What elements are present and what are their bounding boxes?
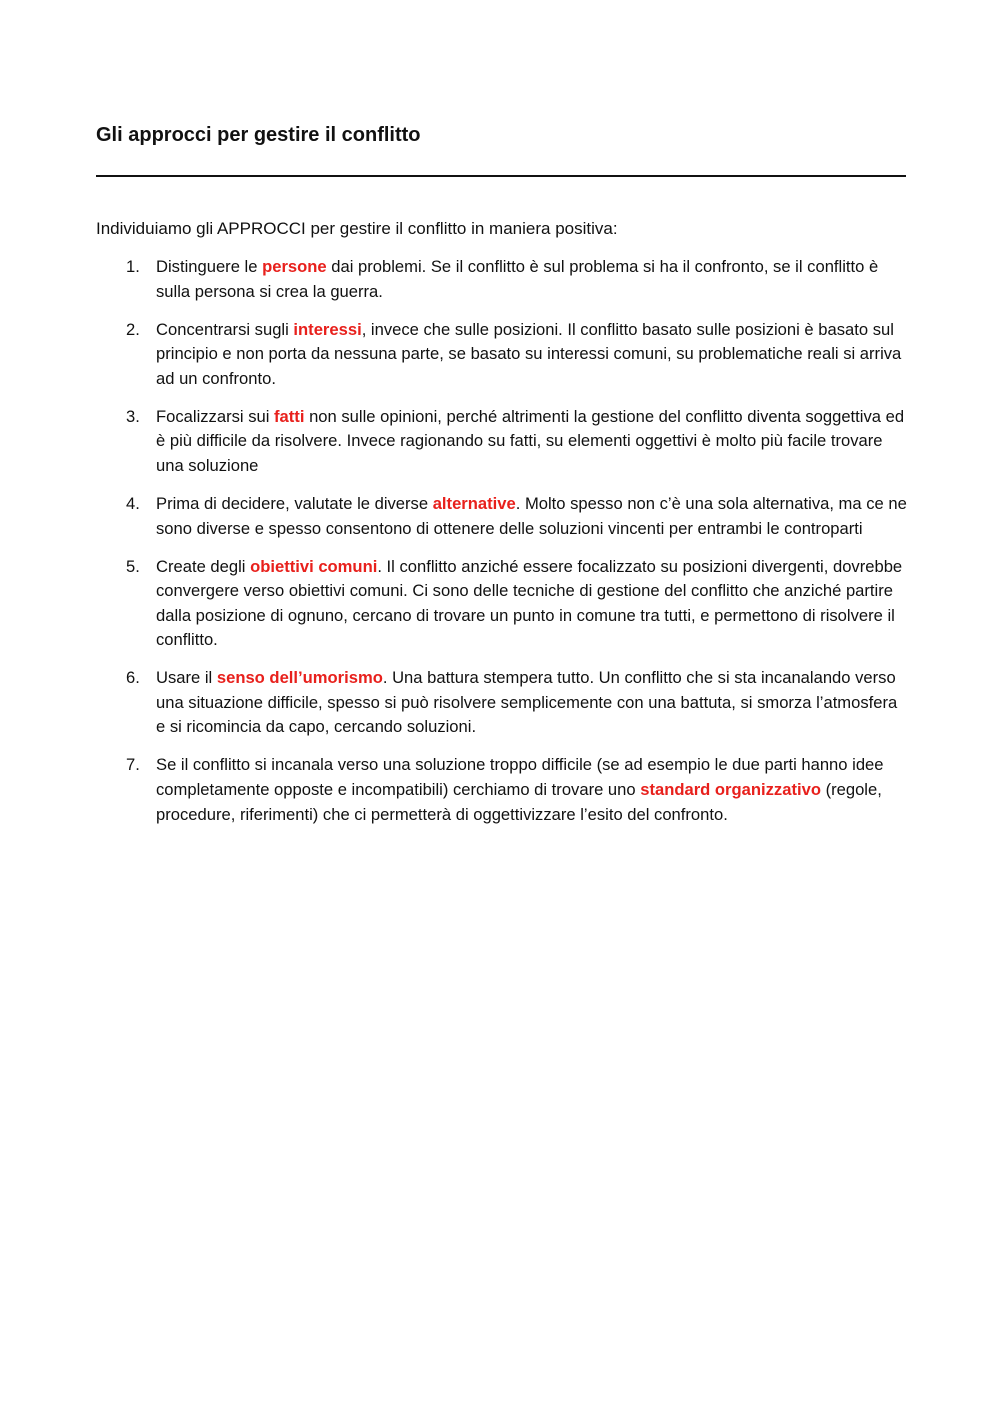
item-text-after: , invece che sulle posizioni. Il conflitto basato sulle posizioni è basato sul principio e non porta da nessuna parte, se basato su interessi comuni, su problematiche reali si arriva ad un confronto. (156, 319, 902, 388)
item-text-before: Focalizzarsi sui (156, 406, 275, 426)
item-text-before: Se il conflitto si incanala verso una soluzione troppo difficile (se ad esempio le due parti hanno idee completamente opposte e incompatibili) cerchiamo di trovare uno (156, 755, 884, 800)
item-number: 1. (126, 257, 140, 276)
item-keyword: fatti (274, 406, 305, 426)
approach-item-4 (96, 492, 908, 541)
item-number: 3. (126, 406, 140, 426)
approach-item-3 (96, 405, 908, 479)
item-keyword: standard organizzativo (640, 780, 821, 800)
item-keyword: obiettivi comuni (250, 556, 378, 576)
approach-item-5 (96, 555, 908, 653)
item-text (156, 555, 908, 653)
item-text-after: dai problemi. Se il conflitto è sul problema si ha il confronto, se il conflitto è sulla persona si crea la guerra. (156, 257, 879, 301)
approach-item-2 (96, 318, 908, 392)
item-text-after: . Il conflitto anziché essere focalizzato su posizioni divergenti, dovrebbe convergere verso obiettivi comuni. Ci sono delle tecniche di gestione del conflitto che anziché partire dalla posizione di ognuno, cercano di trovare un punto in comune tra tutti, e permettono di risolvere il conflitto. (156, 556, 903, 650)
item-text (156, 255, 908, 304)
item-text-after: . Una battura stempera tutto. Un conflitto che si sta incanalando verso una situazione difficile, spesso si può risolvere semplicemente con una battuta, si smorza l’atmosfera e si ricomincia da capo, cercando soluzioni. (156, 668, 898, 737)
approaches-list (96, 255, 908, 841)
item-keyword: senso dell’umorismo (216, 668, 383, 688)
item-text-before: Prima di decidere, valutate le diverse (156, 493, 433, 513)
item-number: 5. (126, 556, 140, 576)
item-text-before: Usare il (156, 668, 217, 688)
item-number: 2. (126, 319, 140, 339)
approach-item-7 (96, 753, 908, 827)
item-text-before: Distinguere le (156, 257, 263, 276)
item-text (156, 318, 908, 392)
item-keyword: alternative (432, 493, 516, 513)
item-number: 6. (126, 668, 140, 688)
item-text-after: . Molto spesso non c’è una sola alternativa, ma ce ne sono diverse e spesso consentono di ottenere delle soluzioni vincenti per entrambi le controparti (156, 493, 907, 538)
title-underline (96, 175, 906, 177)
item-text-after: non sulle opinioni, perché altrimenti la gestione del conflitto diventa soggettiva ed è più difficile da risolvere. Invece ragionando su fatti, su elementi oggettivi è molto più facile trovare una soluzione (156, 406, 905, 475)
item-text-after: (regole, procedure, riferimenti) che ci permetterà di oggettivizzare l’esito del confronto. (156, 780, 882, 824)
item-text (156, 492, 908, 541)
item-text-before: Concentrarsi sugli (156, 319, 294, 339)
approach-item-1 (96, 255, 908, 304)
item-text-before: Create degli (156, 556, 251, 576)
item-number: 7. (126, 755, 140, 775)
document-title: Gli approcci per gestire il conflitto (96, 124, 421, 146)
item-text (156, 666, 908, 740)
item-text (156, 405, 908, 479)
item-keyword: persone (262, 257, 327, 276)
intro-paragraph: Individuiamo gli APPROCCI per gestire il conflitto in maniera positiva: (96, 219, 618, 238)
approach-item-6 (96, 666, 908, 740)
item-text (156, 753, 908, 827)
item-keyword: interessi (293, 319, 362, 339)
item-number: 4. (126, 493, 140, 513)
